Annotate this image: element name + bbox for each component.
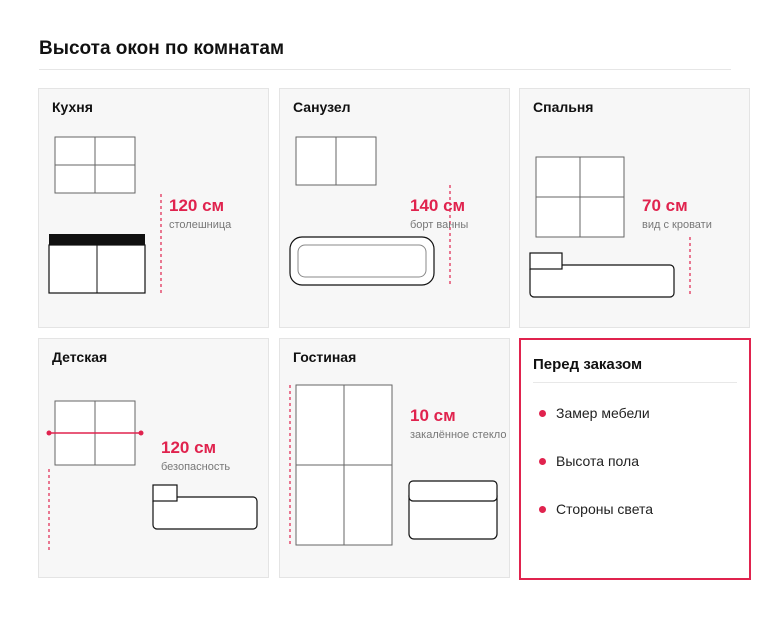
checklist-item: [539, 405, 650, 421]
room-title: Детская: [52, 349, 108, 365]
checklist-item-label: Замер мебели: [556, 405, 650, 421]
checklist-item-label: Стороны света: [556, 501, 654, 517]
room-title: Санузел: [293, 99, 351, 115]
sofa-icon: [409, 481, 497, 539]
bullet-icon: [539, 458, 546, 465]
height-value: 70 см: [642, 196, 688, 215]
panoramic-window-icon: [296, 385, 392, 545]
room-card-living: [279, 338, 510, 578]
kids-illustration: [39, 339, 270, 579]
window-icon: [55, 137, 135, 193]
height-note: столешница: [169, 219, 232, 231]
height-note: вид с кровати: [642, 219, 712, 231]
room-card-bedroom: [519, 88, 750, 328]
title-divider: [39, 69, 731, 70]
bullet-icon: [539, 506, 546, 513]
room-card-kids: [38, 338, 269, 578]
checklist-title: Перед заказом: [533, 356, 643, 373]
checklist-item: [539, 453, 639, 469]
checklist-divider: [533, 382, 737, 383]
height-value: 120 см: [169, 196, 225, 215]
height-value: 10 см: [410, 406, 456, 425]
room-title: Гостиная: [293, 349, 357, 365]
height-value: 120 см: [161, 438, 217, 457]
room-title: Кухня: [52, 99, 93, 115]
height-note: закалённое стекло: [410, 429, 507, 441]
bedroom-illustration: [520, 89, 751, 329]
page-title: Высота окон по комнатам: [39, 38, 285, 59]
bed-icon: [153, 485, 257, 529]
living-illustration: [280, 339, 511, 579]
room-card-kitchen: [38, 88, 269, 328]
room-card-bathroom: [279, 88, 510, 328]
bathtub-icon: [290, 237, 434, 285]
bed-icon: [530, 253, 674, 297]
kitchen-cabinet-icon: [49, 234, 145, 293]
window-icon: [296, 137, 376, 185]
window-icon: [536, 157, 624, 237]
bathroom-illustration: [280, 89, 511, 329]
kitchen-illustration: [39, 89, 270, 329]
height-note: безопасность: [161, 461, 231, 473]
bullet-icon: [539, 410, 546, 417]
checklist-card: [519, 338, 751, 580]
height-note: борт ванны: [410, 219, 469, 231]
checklist-item-label: Высота пола: [556, 453, 639, 469]
height-value: 140 см: [410, 196, 466, 215]
checklist-item: [539, 501, 653, 517]
room-title: Спальня: [533, 99, 594, 115]
